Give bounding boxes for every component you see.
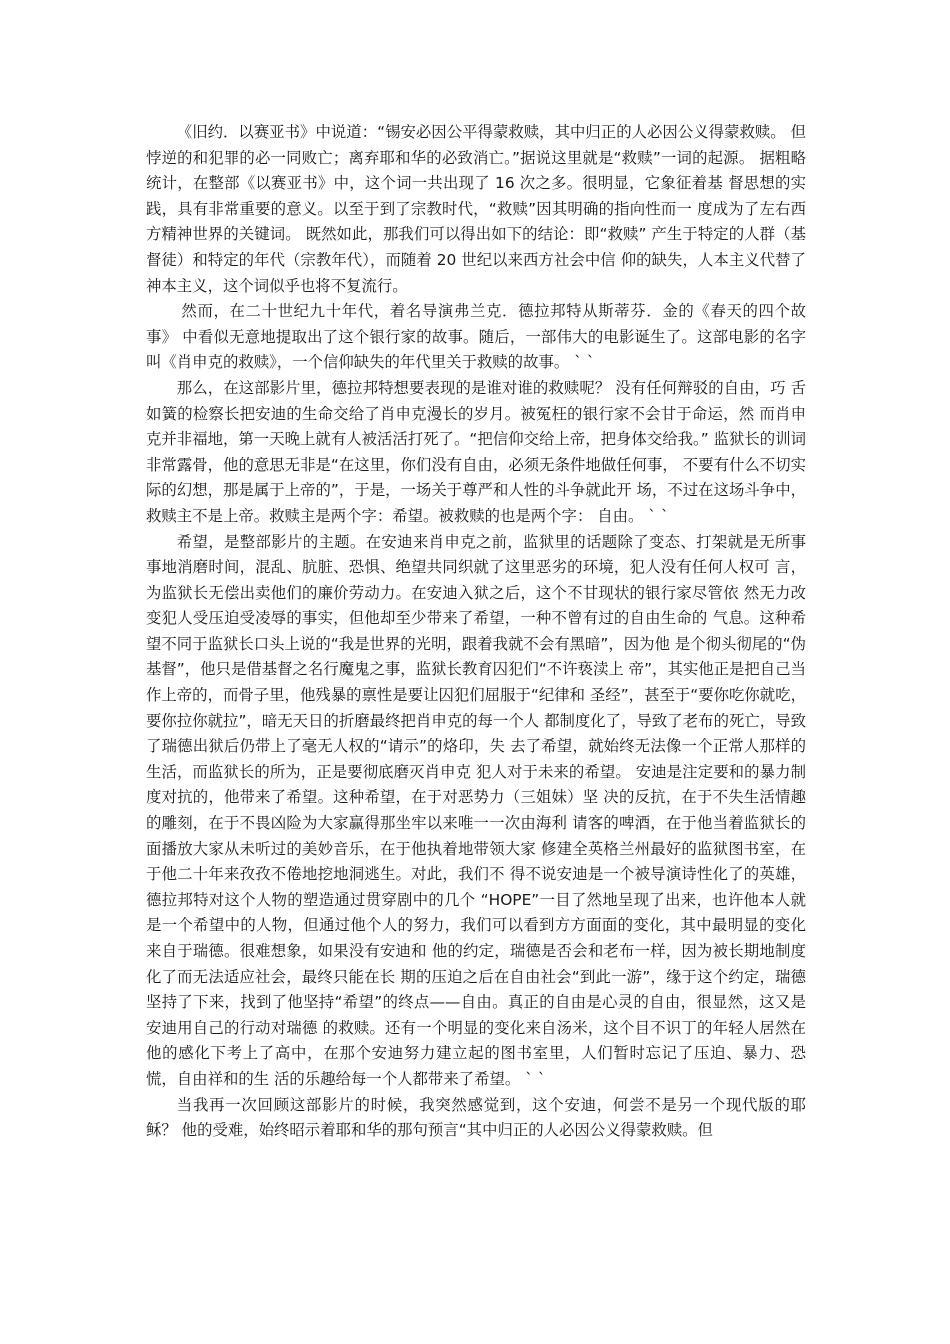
paragraph-4: 希望，是整部影片的主题。在安迪来肖申克之前，监狱里的话题除了变态、打架就是无所事 事地消磨时间，混乱、肮脏、恐惧、绝望共同织就了这里恶劣的环境，犯人没有任何人权可 言，为监狱长无偿出卖他们的廉价劳动力。在安迪入狱之后，这个不甘现状的银行家尽管依 然无力改变犯人受压迫受凌辱的事实，但他却至少带来了希望，一种不曾有过的自由生命的 气息。这种希望不同于监狱长口头上说的“我是世界的光明，跟着我就不会有黑暗”，因为他 是个彻头彻尾的“伪基督”，他只是借基督之名行魔鬼之事，监狱长教育囚犯们“不许亵渎上 帝”，其实他正是把自己当作上帝的，而骨子里，他残暴的禀性是要让囚犯们屈服于“纪律和 圣经”，甚至于“要你吃你就吃，要你拉你就拉”，暗无天日的折磨最终把肖申克的每一个人 都制度化了，导致了老布的死亡，导致了瑞德出狱后仍带上了毫无人权的“请示”的烙印，失 去了希望，就始终无法像一个正常人那样的生活，而监狱长的所为，正是要彻底磨灭肖申克 犯人对于未来的希望。 安迪是注定要和的暴力制度对抗的，他带来了希望。这种希望，在于对恶势力（三姐妹）坚 决的反抗，在于不失生活情趣的雕刻，在于不畏凶险为大家赢得那坐牢以来唯一一次由海利 请客的啤酒，在于他当着监狱长的面播放大家从未听过的美妙音乐，在于他执着地带领大家 修建全英格兰州最好的监狱图书室，在于他二十年来孜孜不倦地挖地洞逃生。对此，我们不 得不说安迪是一个被导演诗性化了的英雄，德拉邦特对这个人物的塑造通过贯穿剧中的几个 “HOPE”一目了然地呈现了出来，也许他本人就是一个希望中的人物，但通过他个人的努力，我们可以看到方方面面的变化，其中最明显的变化来自于瑞德。很难想象，如果没有安迪和 他的约定，瑞德是否会和老布一样，因为被长期地制度化了而无法适应社会，最终只能在长 期的压迫之后在自由社会“到此一游”，缘于这个约定，瑞德坚持了下来，找到了他坚持“希望”的终点——自由。真正的自由是心灵的自由，很显然，这又是安迪用自己的行动对瑞德 的救赎。还有一个明显的变化来自汤米，这个目不识丁的年轻人居然在他的感化下考上了高中，在那个安迪努力建立起的图书室里，人们暂时忘记了压迫、暴力、恐慌，自由祥和的生 活的乐趣给每一个人都带来了希望。 ` `	[146, 532, 806, 1088]
paragraph-3: 那么，在这部影片里，德拉邦特想要表现的是谁对谁的救赎呢？ 没有任何辩驳的自由，巧 舌如簧的检察长把安迪的生命交给了肖申克漫长的岁月。被冤枉的银行家不会甘于命运，然 而肖申克并非福地，第一天晚上就有人被活活打死了。“把信仰交给上帝，把身体交给我。” 监狱长的训词非常露骨，他的意思无非是“在这里，你们没有自由，必须无条件地做任何事， 不要有什么不切实际的幻想，那是属于上帝的”，于是，一场关于尊严和人性的斗争就此开 场，不过在这场斗争中，救赎主不是上帝。救赎主是两个字：希望。被救赎的也是两个字： 自由。 ` `	[146, 378, 806, 525]
paragraph-1: 《旧约．以赛亚书》中说道：“锡安必因公平得蒙救赎，其中归正的人必因公义得蒙救赎。 但悖逆的和犯罪的必一同败亡；离弃耶和华的必致消亡。”据说这里就是“救赎”一词的起源。 据粗略统计，在整部《以赛亚书》中，这个词一共出现了 16 次之多。很明显，它象征着基 督思想的实践，具有非常重要的意义。以至于到了宗教时代，“救赎”因其明确的指向性而一 度成为了左右西方精神世界的关键词。 既然如此，那我们可以得出如下的结论：即“救赎” 产生于特定的人群（基督徒）和特定的年代（宗教年代），而随着 20 世纪以来西方社会中信 仰的缺失，人本主义代替了神本主义，这个词似乎也将不复流行。	[146, 123, 806, 295]
article-body	[146, 120, 806, 1144]
paragraph-2: 然而，在二十世纪九十年代，着名导演弗兰克．德拉邦特从斯蒂芬．金的《春天的四个故事》 中看似无意地提取出了这个银行家的故事。随后，一部伟大的电影诞生了。这部电影的名字 叫《肖申克的救赎》，一个信仰缺失的年代里关于救赎的故事。 ` `	[146, 302, 806, 372]
paragraph-5: 当我再一次回顾这部影片的时候，我突然感觉到，这个安迪，何尝不是另一个现代版的耶稣？ 他的受难，始终昭示着耶和华的那句预言“其中归正的人必因公义得蒙救赎。但	[146, 1095, 806, 1140]
